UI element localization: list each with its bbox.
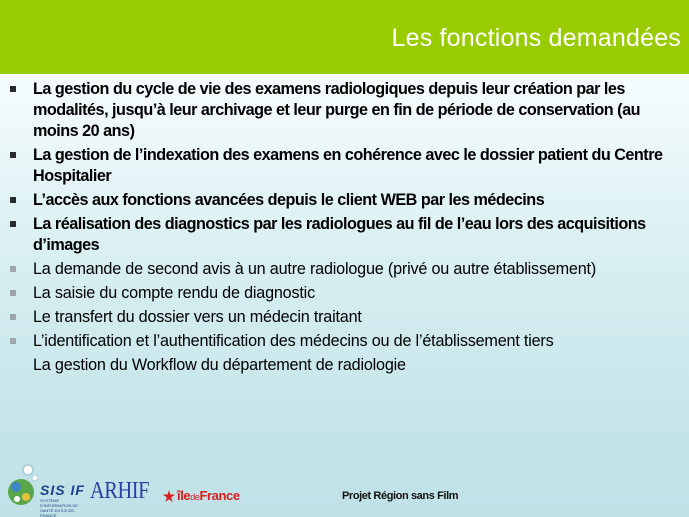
bullet-item (6, 259, 686, 280)
bullet-text: La réalisation des diagnostics par les radiologues au fil de l’eau lors des acquisitions d’images (33, 215, 646, 254)
arhif-logo: ARHIF (90, 478, 150, 504)
slide-title: Les fonctions demandées (391, 24, 681, 52)
iledefrance-text-ile: île (177, 488, 191, 503)
square-bullet-icon (10, 197, 16, 203)
square-bullet-icon (10, 290, 16, 296)
iledefrance-text-de: de (190, 492, 200, 502)
square-bullet-icon (10, 221, 16, 227)
bullet-item (6, 307, 686, 328)
bullet-list (6, 79, 686, 379)
bullet-text: La gestion du cycle de vie des examens radiologiques depuis leur création par les modalités, jusqu’à leur archivage et leur purge en fin de période de conservation (au moins 20 ans) (33, 80, 640, 140)
title-bar (0, 0, 689, 74)
bullet-item (6, 283, 686, 304)
bullet-item (6, 145, 686, 187)
bullet-text: La gestion du Workflow du département de radiologie (33, 356, 406, 374)
bullet-item (6, 331, 686, 352)
iledefrance-star-icon (163, 490, 175, 502)
bullet-text: L’identification et l’authentification des médecins ou de l’établissement tiers (33, 332, 554, 350)
bullet-text: L’accès aux fonctions avancées depuis le client WEB par les médecins (33, 191, 545, 209)
bullet-text: La demande de second avis à un autre radiologue (privé ou autre établissement) (33, 260, 597, 278)
bullet-item (6, 79, 686, 142)
square-bullet-icon (10, 362, 16, 368)
footer (0, 456, 689, 517)
square-bullet-icon (10, 152, 16, 158)
square-bullet-icon (10, 314, 16, 320)
bullet-item (6, 355, 686, 376)
iledefrance-text-france: France (199, 488, 240, 503)
sisif-globe-icon (6, 462, 40, 510)
square-bullet-icon (10, 338, 16, 344)
square-bullet-icon (10, 86, 16, 92)
bullet-item (6, 214, 686, 256)
bullet-text: La gestion de l’indexation des examens en cohérence avec le dossier patient du Centre Hospitalier (33, 146, 663, 185)
iledefrance-logo-text (177, 488, 240, 503)
bullet-text: La saisie du compte rendu de diagnostic (33, 284, 315, 302)
sisif-logo (6, 462, 86, 517)
square-bullet-icon (10, 266, 16, 272)
bullet-item (6, 190, 686, 211)
bullet-text: Le transfert du dossier vers un médecin traitant (33, 308, 362, 326)
sisif-logo-subtext: SYSTÈME D'INFORMATION DE SANTÉ EN ÎLE-DE-FRANCE (40, 498, 79, 517)
project-label: Projet Région sans Film (342, 490, 459, 502)
sisif-logo-text: SIS IF (40, 482, 85, 498)
